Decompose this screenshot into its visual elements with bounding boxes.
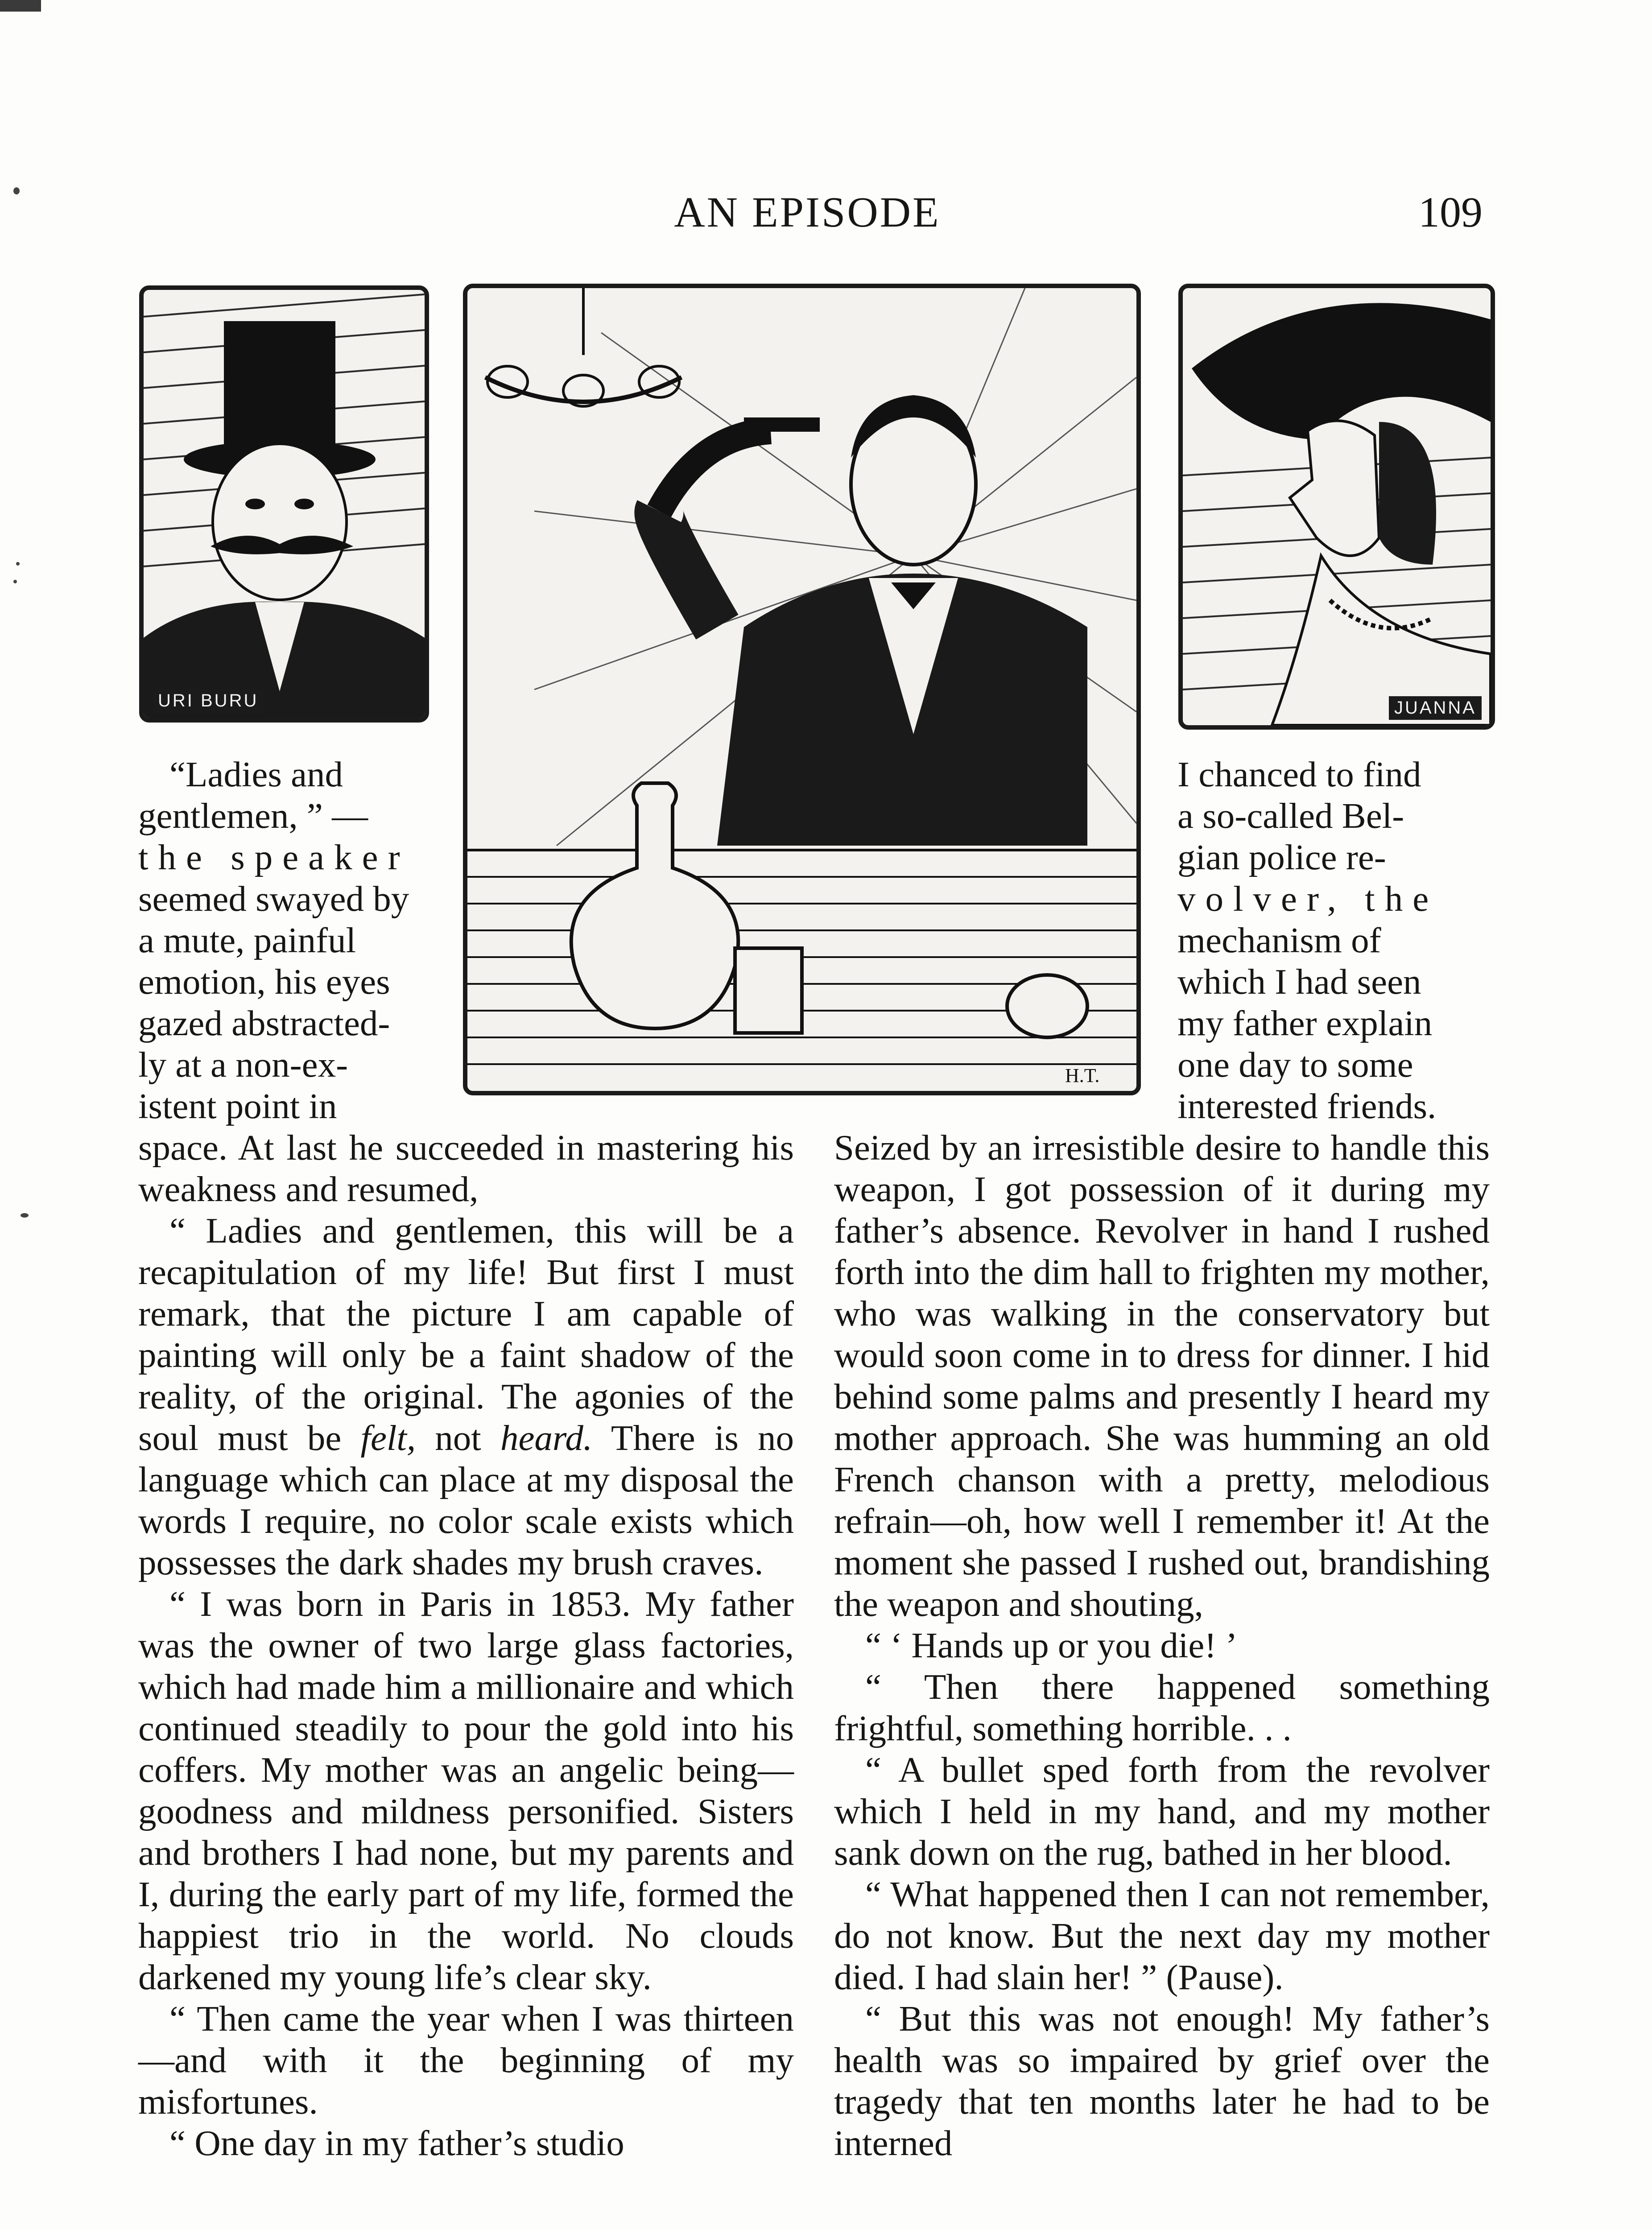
text-line: volver, the	[1177, 879, 1439, 919]
portrait-left	[139, 285, 429, 723]
scan-speck	[13, 187, 20, 194]
text-line: “Ladies and	[169, 754, 343, 794]
text-line: mechanism of	[1177, 920, 1381, 960]
running-title: AN EPISODE	[674, 188, 941, 236]
paragraph: “ What happened then I can not remember, do not know. But the next day my mother died. I had slain her! ” (Pause).	[834, 1874, 1490, 1997]
paragraph: “ One day in my father’s studio	[169, 2123, 624, 2163]
text-line: which I had seen	[1177, 962, 1421, 1002]
text-line: a mute, painful	[138, 920, 356, 960]
text-line: gentlemen, ” —	[138, 796, 368, 836]
portrait-right	[1178, 284, 1495, 730]
scan-speck	[13, 580, 17, 583]
paragraph: space. At last he succeeded in mastering his weakness and resumed,	[138, 1127, 794, 1209]
artist-signature: H.T.	[1065, 1065, 1100, 1086]
text-line: I chanced to find	[1177, 754, 1421, 794]
paragraph: “ But this was not enough! My father’s health was so impaired by grief over the tragedy that ten months later he had to be interned	[834, 1999, 1490, 2163]
man-with-revolver-illustration	[467, 288, 1136, 1091]
paragraph: “ ‘ Hands up or you die! ’	[865, 1625, 1238, 1665]
text-line: gazed abstracted-	[138, 1003, 390, 1043]
text-line: interested friends.	[1177, 1086, 1437, 1126]
scan-corner-mark	[0, 0, 41, 12]
paragraph: “ A bullet sped forth from the revolver which I held in my hand, and my mother sank down on the rug, bathed in her blood.	[834, 1750, 1490, 1873]
page-number: 109	[1418, 188, 1483, 236]
portrait-left-caption: URI BURU	[153, 689, 264, 713]
paragraph: Seized by an irresistible desire to handle this weapon, I got possession of it during my father’s absence. Revolver in hand I rushed forth into the dim hall to frighten my mother, who was walking in the conservatory but would soon come in to dress for dinner. I hid behind some palms and presently I heard my mother approach. She was humming an old French chanson with a pretty, melodious refrain—oh, how well I remember it! At the moment she passed I rushed out, brandishing the weapon and shouting,	[834, 1127, 1490, 1624]
text-line: emotion, his eyes	[138, 962, 390, 1002]
paragraph: “ Then there happened something frightful, something horrible. . .	[834, 1667, 1490, 1748]
left-column-beside-picture	[138, 754, 444, 1127]
text-line: a so-called Bel-	[1177, 796, 1404, 836]
left-column-text	[138, 1127, 794, 2164]
text-line: istent point in	[138, 1086, 337, 1126]
text-line: seemed swayed by	[138, 879, 409, 919]
woman-in-hat-illustration	[1183, 288, 1491, 725]
text-line: one day to some	[1177, 1045, 1413, 1085]
paragraph: “ Then came the year when I was thirteen—and with it the beginning of my misfortunes.	[138, 1999, 794, 2122]
paragraph: “ Ladies and gentlemen, this will be a recapitulation of my life! But first I must remark, that the picture I am capable of painting will only be a faint shadow of the reality, of the original. The agonies of the soul must be felt, not heard. There is no language which can place at my disposal the words I require, no color scale exists which possesses the dark shades my brush craves.	[138, 1210, 794, 1582]
text-line: ly at a non-ex-	[138, 1045, 348, 1085]
right-column-beside-picture	[1177, 754, 1490, 1127]
paragraph: “ I was born in Paris in 1853. My father was the owner of two large glass factories, which had made him a millionaire and which continued steadily to pour the gold into his coffers. My mother was an angelic being—goodness and mildness personified. Sisters and brothers I had none, but my parents and I, during the early part of my life, formed the happiest trio in the world. No clouds darkened my young life’s clear sky.	[138, 1584, 794, 1997]
right-column-text	[834, 1127, 1490, 2164]
portrait-right-caption: JUANNA	[1389, 696, 1482, 720]
top-hat-man-illustration	[144, 290, 425, 718]
text-line: my father explain	[1177, 1003, 1433, 1043]
text-line: gian police re-	[1177, 837, 1386, 877]
scan-speck	[21, 1213, 29, 1218]
center-illustration	[463, 284, 1141, 1095]
text-line: the speaker	[138, 837, 410, 877]
scan-speck	[16, 562, 20, 566]
